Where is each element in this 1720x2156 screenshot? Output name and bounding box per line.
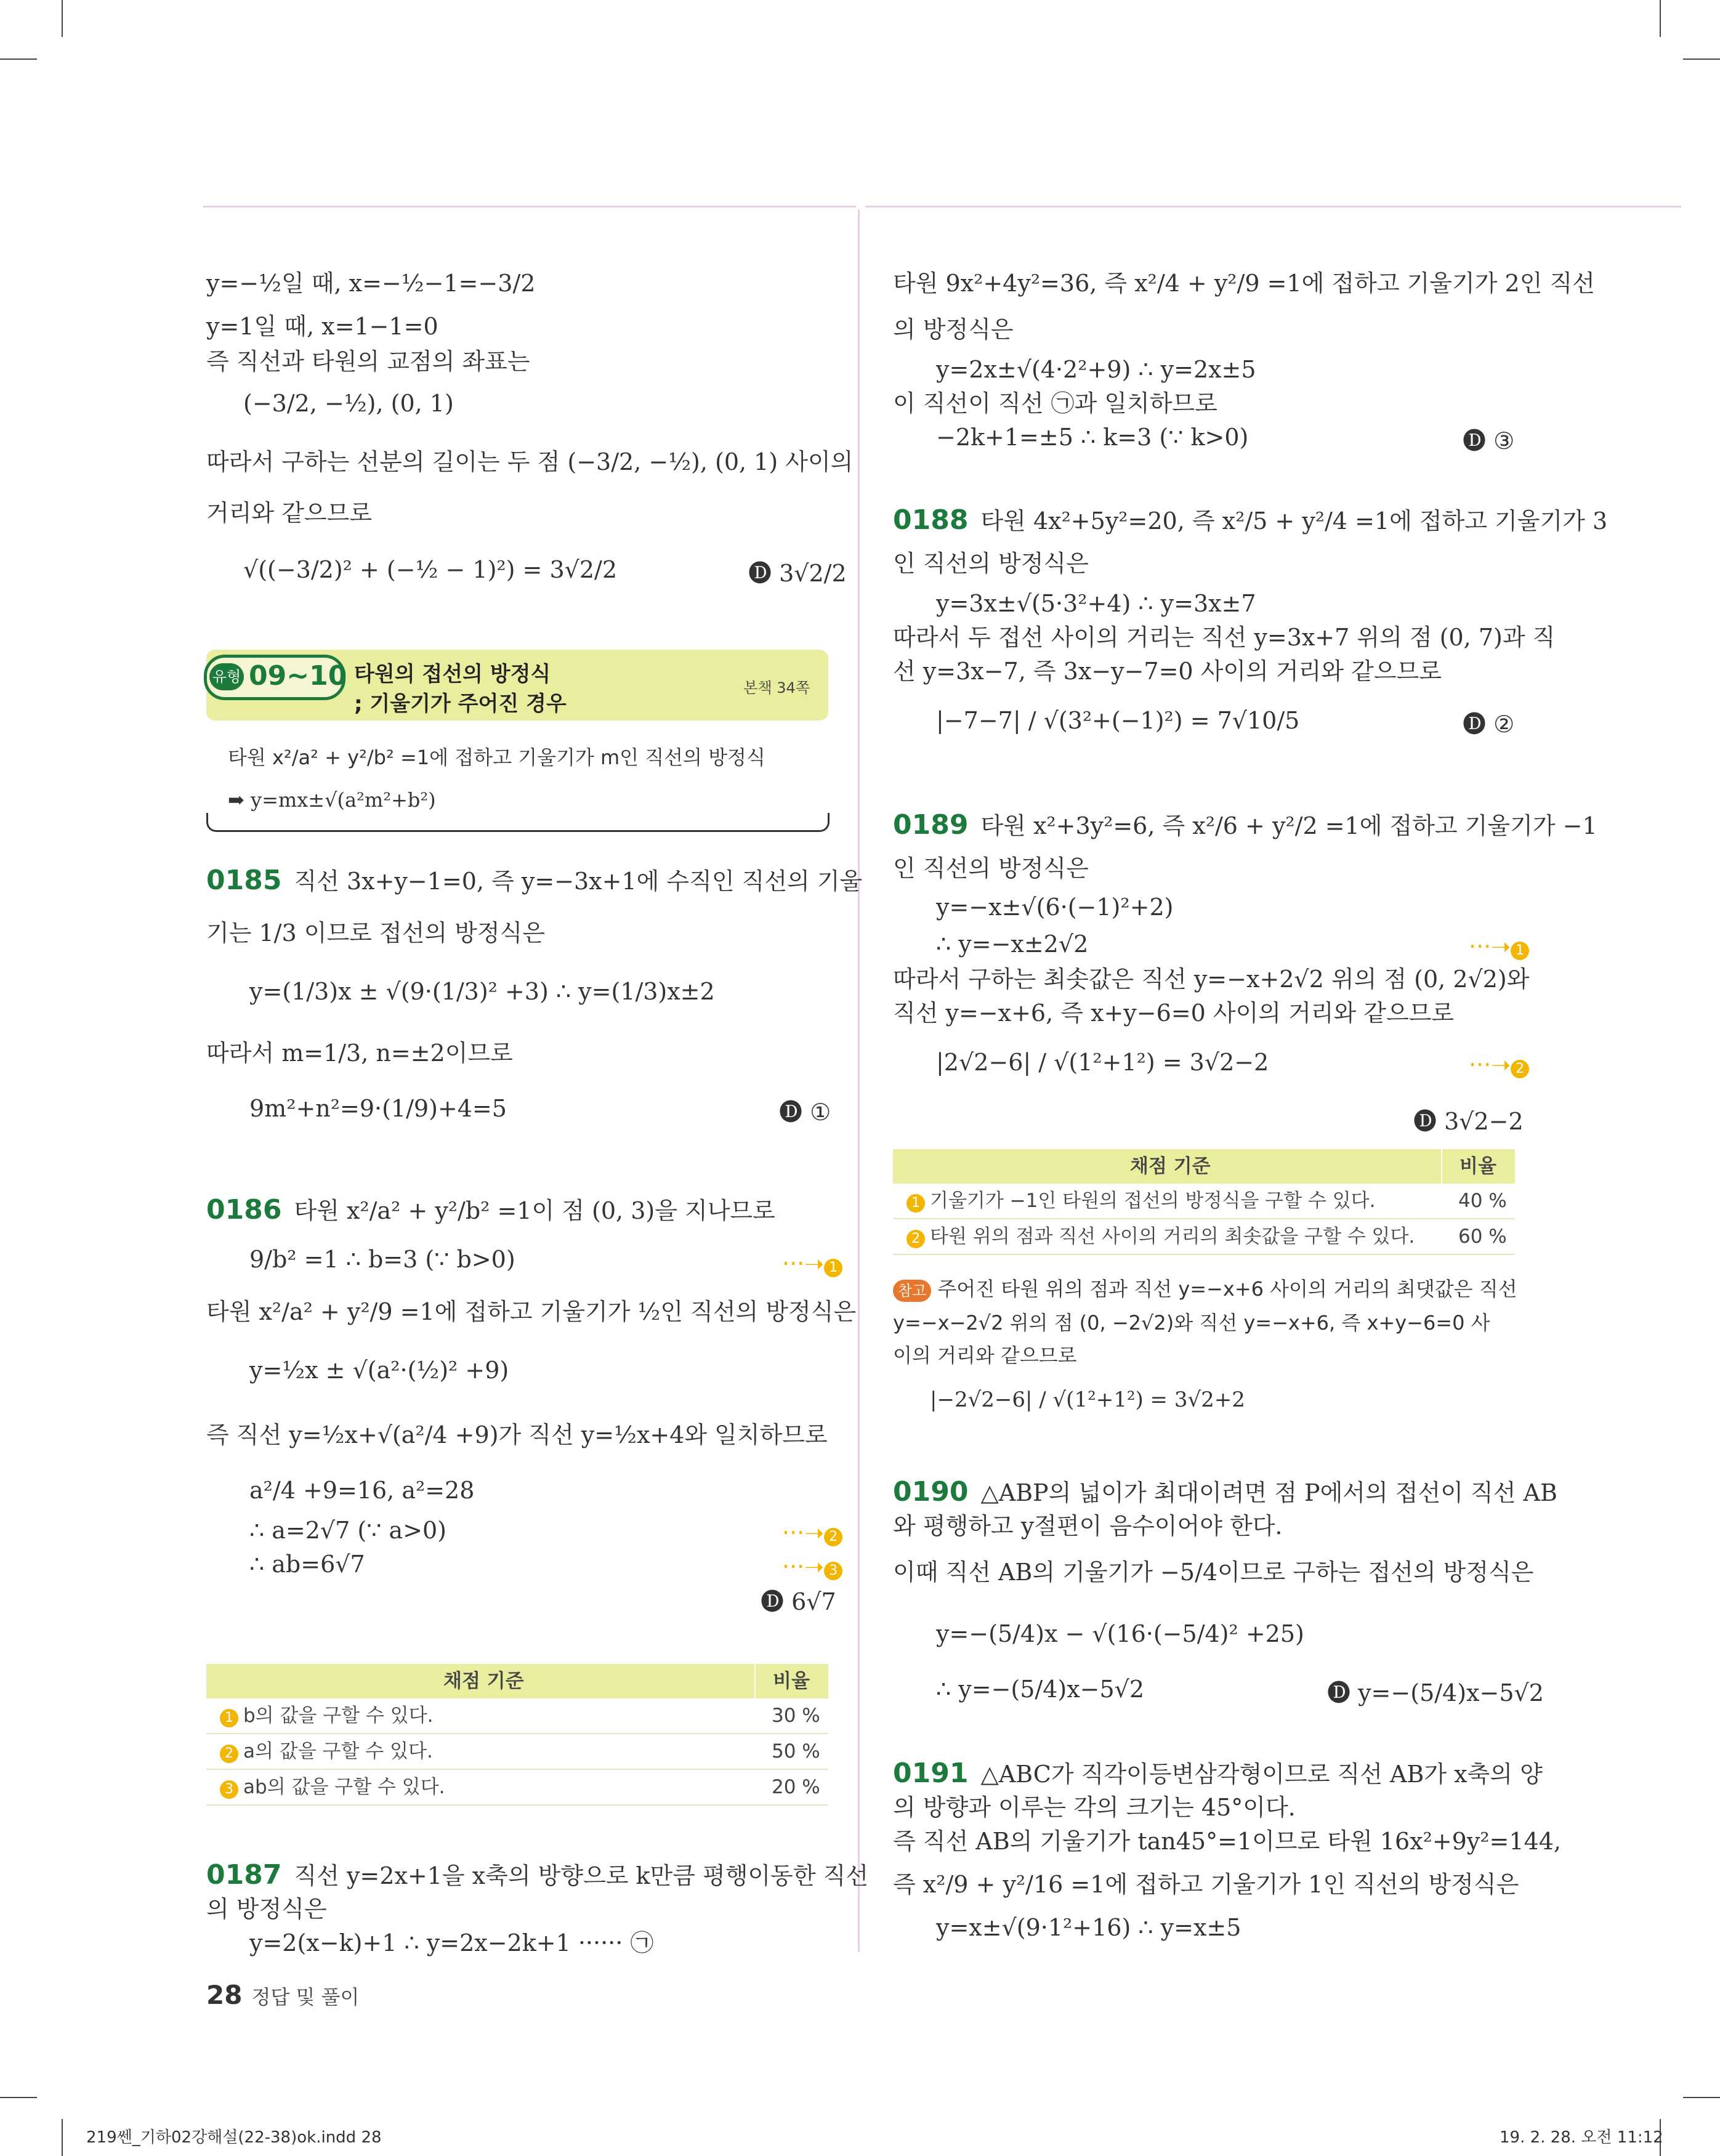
text-line: 즉 직선과 타원의 교점의 좌표는 <box>206 348 530 375</box>
text-line: 즉 직선 y=½x+√(a²/4 +9)가 직선 y=½x+4와 일치하므로 <box>206 1421 828 1448</box>
row-mark: 2 <box>220 1734 238 1769</box>
text: 주어진 타원 위의 점과 직선 y=−x+6 사이의 거리의 최댓값은 직선 <box>937 1277 1517 1301</box>
row-ratio: 40 % <box>1458 1190 1507 1212</box>
header-ratio: 비율 <box>773 1670 810 1692</box>
text-line: 인 직선의 방정식은 <box>893 550 1089 577</box>
type-body-1: 타원 x²/a² + y²/b² =1에 접하고 기울기가 m인 직선의 방정식 <box>228 746 765 769</box>
text-line: 타원 9x²+4y²=36, 즉 x²/4 + y²/9 =1에 접하고 기울기가 2인 직선 <box>893 270 1595 297</box>
answer: 🅓 3√2/2 <box>748 560 847 587</box>
crop-mark <box>62 2119 63 2156</box>
marker-1: ···➝ 1 <box>782 1250 842 1277</box>
text-line: y=2x±√(4·2²+9) ∴ y=2x±5 <box>936 356 1256 383</box>
row-text: 타원 위의 점과 직선 사이의 거리의 최솟값을 구할 수 있다. <box>930 1225 1415 1248</box>
text-line: y=−(5/4)x − √(16·(−5/4)² +25) <box>936 1620 1304 1647</box>
header-criteria: 채점 기준 <box>443 1670 524 1692</box>
text: △ABP의 넓이가 최대이려면 점 P에서의 접선이 직선 AB <box>980 1479 1557 1506</box>
column-divider <box>858 209 860 1952</box>
text-line: 타원 x²/a² + y²/9 =1에 접하고 기울기가 ½인 직선의 방정식은 <box>206 1298 857 1325</box>
text-line: y=−x−2√2 위의 점 (0, −2√2)와 직선 y=−x+6, 즉 x+y−6=0 사 <box>893 1311 1490 1334</box>
col-divider <box>1441 1149 1442 1184</box>
text-line: 이의 거리와 같으므로 <box>893 1344 1077 1367</box>
text-line <box>206 1860 868 1891</box>
type-title-1: 타원의 접선의 방정식 <box>354 662 551 687</box>
table-row <box>893 1184 1515 1219</box>
text-line: 거리와 같으므로 <box>206 499 373 527</box>
text-line: y=x±√(9·1²+16) ∴ y=x±5 <box>936 1914 1242 1941</box>
answer-icon: 🅓 <box>1463 711 1494 738</box>
text-line: 의 방향과 이루는 각의 크기는 45°이다. <box>893 1794 1296 1821</box>
text-line: ∴ a=2√7 (∵ a>0) <box>249 1517 446 1544</box>
scoring-table <box>206 1664 828 1806</box>
text-line <box>206 1195 775 1226</box>
text-line: 따라서 구하는 선분의 길이는 두 점 (−3/2, −½), (0, 1) 사이의 <box>206 448 854 475</box>
text-line: |−2√2−6| / √(1²+1²) = 3√2+2 <box>930 1387 1245 1412</box>
type-box-bracket <box>206 813 830 832</box>
col-divider <box>754 1664 756 1698</box>
type-box <box>206 650 828 721</box>
text-line <box>893 1274 1517 1304</box>
crop-mark <box>1683 59 1720 60</box>
scoring-table <box>893 1149 1515 1255</box>
type-badge-label: 유형 <box>209 663 244 690</box>
table-header <box>206 1664 828 1698</box>
type-badge <box>204 655 345 700</box>
text-line: 이 직선이 직선 ㉠과 일치하므로 <box>893 390 1217 417</box>
answer-icon: 🅓 <box>779 1099 810 1126</box>
crop-mark <box>62 0 63 37</box>
text-line: 따라서 m=1/3, n=±2이므로 <box>206 1040 513 1067</box>
answer: 🅓 ③ <box>1463 427 1515 454</box>
text: △ABC가 직각이등변삼각형이므로 직선 AB가 x축의 양 <box>980 1761 1543 1788</box>
text: 타원 x²/a² + y²/b² =1이 점 (0, 3)을 지나므로 <box>294 1197 775 1224</box>
text-line: 즉 x²/9 + y²/16 =1에 접하고 기울기가 1인 직선의 방정식은 <box>893 1871 1519 1898</box>
table-row <box>206 1770 828 1806</box>
text-line: y=−x±√(6·(−1)²+2) <box>936 894 1174 921</box>
text-line <box>206 865 862 897</box>
text-line: y=3x±√(5·3²+4) ∴ y=3x±7 <box>936 590 1256 617</box>
text-line: 인 직선의 방정식은 <box>893 855 1089 882</box>
text-line: y=½x ± √(a²·(½)² +9) <box>249 1357 509 1384</box>
top-rule <box>203 206 856 208</box>
text-line: 와 평행하고 y절편이 음수이어야 한다. <box>893 1512 1283 1540</box>
text-line: 선 y=3x−7, 즉 3x−y−7=0 사이의 거리와 같으므로 <box>893 658 1442 685</box>
row-ratio: 30 % <box>772 1705 820 1727</box>
row-ratio: 50 % <box>772 1740 820 1762</box>
row-text: ab의 값을 구할 수 있다. <box>243 1776 445 1798</box>
text-line: 즉 직선 AB의 기울기가 tan45°=1이므로 타원 16x²+9y²=144, <box>893 1828 1562 1855</box>
crop-mark <box>1683 2097 1720 2098</box>
type-title-2: ; 기울기가 주어진 경우 <box>354 692 567 716</box>
answer: 🅓 ① <box>779 1099 831 1126</box>
text-line: 따라서 두 접선 사이의 거리는 직선 y=3x+7 위의 점 (0, 7)과 직 <box>893 624 1556 651</box>
row-text: 기울기가 −1인 타원의 접선의 방정식을 구할 수 있다. <box>930 1190 1376 1212</box>
answer-icon: 🅓 <box>1413 1108 1445 1135</box>
row-ratio: 20 % <box>772 1776 820 1798</box>
type-ref: 본책 34쪽 <box>743 679 810 696</box>
text-line: y=2(x−k)+1 ∴ y=2x−2k+1 ······ ㉠ <box>249 1929 654 1956</box>
tip-badge: 참고 <box>893 1280 931 1302</box>
row-mark: 3 <box>220 1770 238 1804</box>
text-line: ∴ y=−(5/4)x−5√2 <box>936 1676 1145 1703</box>
text-line: 9m²+n²=9·(1/9)+4=5 <box>249 1095 507 1122</box>
page-number: 28 <box>206 1980 243 2010</box>
header-ratio: 비율 <box>1460 1155 1496 1177</box>
problem-number: 0191 <box>893 1758 969 1789</box>
text-line: y=(1/3)x ± √(9·(1/3)² +3) ∴ y=(1/3)x±2 <box>249 978 715 1005</box>
text: 타원 x²+3y²=6, 즉 x²/6 + y²/2 =1에 접하고 기울기가 −1 <box>980 812 1597 839</box>
text: 직선 y=2x+1을 x축의 방향으로 k만큼 평행이동한 직선 <box>294 1862 869 1889</box>
problem-number: 0188 <box>893 504 969 536</box>
text-line: a²/4 +9=16, a²=28 <box>249 1477 475 1504</box>
text-line: (−3/2, −½), (0, 1) <box>243 390 454 417</box>
answer: 🅓 y=−(5/4)x−5√2 <box>1327 1679 1544 1706</box>
text: 타원 4x²+5y²=20, 즉 x²/5 + y²/4 =1에 접하고 기울기가 3 <box>980 507 1608 535</box>
text-line: y=1일 때, x=1−1=0 <box>206 313 438 340</box>
text-line: √((−3/2)² + (−½ − 1)²) = 3√2/2 <box>243 556 618 583</box>
text-line: ∴ y=−x±2√2 <box>936 931 1089 958</box>
text-line: ∴ ab=6√7 <box>249 1551 365 1578</box>
text-line: 따라서 구하는 최솟값은 직선 y=−x+2√2 위의 점 (0, 2√2)와 <box>893 966 1530 993</box>
crop-mark <box>0 59 37 60</box>
text-line: |−7−7| / √(3²+(−1)²) = 7√10/5 <box>936 707 1300 734</box>
marker-3: ···➝ 3 <box>782 1553 842 1580</box>
table-row <box>206 1734 828 1770</box>
row-mark: 2 <box>906 1219 925 1254</box>
slug-left: 219쎈_기하02강해설(22-38)ok.indd 28 <box>86 2128 382 2147</box>
text-line <box>893 1758 1543 1790</box>
problem-number: 0190 <box>893 1476 969 1508</box>
type-body-2: ➡ y=mx±√(a²m²+b²) <box>228 788 436 812</box>
text-line: |2√2−6| / √(1²+1²) = 3√2−2 <box>936 1049 1269 1076</box>
text-line: 직선 y=−x+6, 즉 x+y−6=0 사이의 거리와 같으므로 <box>893 999 1455 1027</box>
text-line: y=−½일 때, x=−½−1=−3/2 <box>206 270 536 297</box>
text-line <box>893 810 1597 841</box>
crop-mark <box>1660 0 1661 37</box>
crop-mark <box>0 2097 37 2098</box>
text-line: 기는 1/3 이므로 접선의 방정식은 <box>206 919 545 947</box>
top-rule-right <box>865 206 1681 208</box>
footer-book-title: 정답 및 풀이 <box>251 1985 360 2009</box>
answer-icon: 🅓 <box>1327 1679 1359 1706</box>
problem-number: 0185 <box>206 865 282 896</box>
slug-right: 19. 2. 28. 오전 11:12 <box>1500 2128 1663 2147</box>
answer: 🅓 ② <box>1463 711 1515 738</box>
table-header <box>893 1149 1515 1184</box>
table-row <box>893 1219 1515 1255</box>
answer-icon: 🅓 <box>761 1588 792 1615</box>
row-ratio: 60 % <box>1458 1225 1507 1248</box>
answer-icon: 🅓 <box>1463 427 1494 454</box>
problem-number: 0186 <box>206 1194 282 1225</box>
row-mark: 1 <box>220 1698 238 1733</box>
marker-2: ···➝ 2 <box>1469 1051 1529 1078</box>
marker-1: ···➝ 1 <box>1469 933 1529 960</box>
answer: 🅓 6√7 <box>761 1588 836 1615</box>
row-text: b의 값을 구할 수 있다. <box>243 1705 434 1727</box>
answer: 🅓 3√2−2 <box>1413 1108 1524 1135</box>
text-line: 이때 직선 AB의 기울기가 −5/4이므로 구하는 접선의 방정식은 <box>893 1559 1534 1586</box>
header-criteria: 채점 기준 <box>1130 1155 1211 1177</box>
table-row <box>206 1698 828 1734</box>
text-line: 의 방정식은 <box>893 316 1014 343</box>
text-line: 9/b² =1 ∴ b=3 (∵ b>0) <box>249 1246 515 1273</box>
row-text: a의 값을 구할 수 있다. <box>243 1740 433 1762</box>
page-footer <box>206 1980 359 2010</box>
row-mark: 1 <box>906 1184 925 1218</box>
text: 직선 3x+y−1=0, 즉 y=−3x+1에 수직인 직선의 기울 <box>294 868 863 895</box>
text-line: 의 방정식은 <box>206 1896 327 1923</box>
text-line: −2k+1=±5 ∴ k=3 (∵ k>0) <box>936 424 1249 451</box>
problem-number: 0187 <box>206 1859 282 1891</box>
marker-2: ···➝ 2 <box>782 1519 842 1546</box>
type-badge-range: 09~10 <box>249 660 347 692</box>
answer-icon: 🅓 <box>748 560 780 587</box>
text-line <box>893 505 1607 536</box>
problem-number: 0189 <box>893 809 969 841</box>
text-line <box>893 1477 1557 1508</box>
